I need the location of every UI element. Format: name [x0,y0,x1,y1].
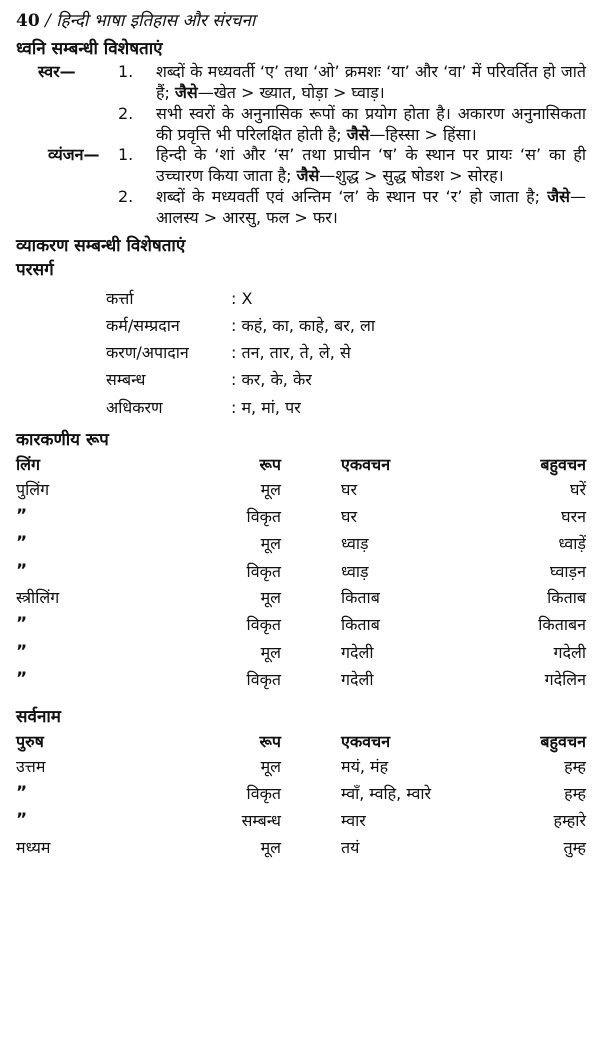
list-item: सम्बन्ध : कर, के, केर [106,370,312,390]
noun-forms-heading: कारकणीय रूप [16,429,109,450]
table-row: ” विकृत गदेली गदेलिन [16,669,586,690]
running-header [16,10,586,32]
table-row: स्त्रीलिंग मूल किताब किताब [16,588,586,608]
pronouns-heading: सर्वनाम [16,706,61,727]
consonant-item-2 [16,187,586,229]
consonant-label: व्यंजन— [48,145,100,165]
vowel-label: स्वर— [38,62,76,82]
table-row: ” विकृत म्वाँ, म्वहि, म्वारे हम्ह [16,782,586,803]
table-row: ” विकृत घर घरन [16,505,586,526]
running-title: / हिन्दी भाषा इतिहास और संरचना [39,11,256,31]
list-item: कर्म/सम्प्रदान : कहं, का, काहे, बर, ला [106,315,375,335]
item-number: 2. [118,103,134,123]
postpositions-list [16,285,586,421]
table-row: ” सम्बन्ध म्वार हम्हारे [16,810,586,831]
page-number: 40 [16,11,40,31]
table-header-row: लिंग रूप एकवचन बहुवचन [16,454,586,474]
item-number: 1. [118,62,134,82]
item-text: शब्दों के मध्यवर्ती ‘ए’ तथा ‘ओ’ क्रमशः ‘या’ और ‘वा’ में परिवर्तित हो जाते हैं; जैसे—खेत > ख्यात, घोड़ा > घ्वाड़। [156,62,586,102]
table-row: ” विकृत किताब किताबन [16,614,586,635]
item-text: शब्दों के मध्यवर्ती एवं अन्तिम ‘ल’ के स्थान पर ‘र’ हो जाता है; जैसे—आलस्य > आरसु, फल > फर। [156,186,586,227]
table-row: ” मूल गदेली गदेली [16,641,586,662]
vowel-item-1 [16,62,586,104]
table-header-row: पुरुष रूप एकवचन बहुवचन [16,731,586,751]
item-number: 1. [118,145,134,165]
table-row: उत्तम मूल मयं, मंह हम्ह [16,756,586,776]
postpositions-heading: परसर्ग [16,259,54,280]
list-item: करण/अपादान : तन, तार, ते, ले, से [106,343,351,363]
table-row: ” विकृत ध्वाड़ घ्वाड़न [16,560,586,581]
consonant-item-1 [16,145,586,187]
item-text: सभी स्वरों के अनुनासिक रूपों का प्रयोग होता है। अकारण अनुनासिकता की प्रवृत्ति भी परिलक्षित होती है; जैसे—हिस्सा > हिंसा। [156,103,586,144]
noun-forms-table [16,453,586,694]
table-row: पुलिंग मूल घर घरें [16,479,586,499]
item-text: हिन्दी के ‘शां और ‘स’ तथा प्राचीन ‘ष’ के स्थान पर प्रायः ‘स’ का ही उच्चारण किया जाता है; जैसे—शुद्ध > सुद्ध षोडश > सोरह। [156,145,586,186]
table-row: मध्यम मूल तयं तुम्ह [16,837,586,857]
vowel-item-2 [16,104,586,146]
list-item: अधिकरण : म, मां, पर [106,397,301,417]
phonetic-heading: ध्वनि सम्बन्धी विशेषताएं [16,39,163,60]
grammar-heading: व्याकरण सम्बन्धी विशेषताएं [16,235,186,256]
list-item: कर्त्ता : X [106,288,253,308]
table-row: ” मूल ध्वाड़ ध्वाड़ें [16,533,586,554]
item-number: 2. [118,186,134,206]
pronouns-table [16,730,586,861]
